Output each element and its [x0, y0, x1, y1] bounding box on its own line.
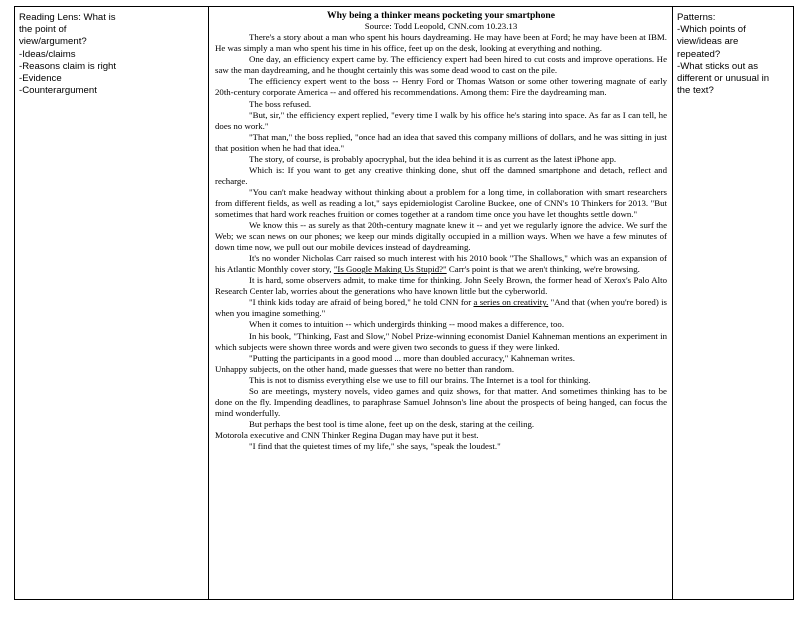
article-paragraph: Motorola executive and CNN Thinker Regina Dugan may have put it best. — [215, 429, 479, 440]
article-paragraph: It is hard, some observers admit, to make time for thinking. John Seely Brown, the former head of Xerox's Palo Alto Research Center lab, worries about the generations who have known little but the cyberworld. — [215, 275, 667, 297]
article-paragraph: This is not to dismiss everything else we use to fill our brains. The Internet is a tool for thinking. — [249, 374, 591, 385]
article-paragraph: We know this -- as surely as that 20th-century magnate knew it -- and yet we regularly ignore the advice. We surf the Web; we scan news on our phones; we keep our minds digitally occupied in a million ways. When we have a few minutes of down time now, we pull out our mobile devices instead of daydreaming. — [215, 220, 667, 253]
article-paragraph: In his book, "Thinking, Fast and Slow," Nobel Prize-winning economist Daniel Kahneman mentions an experiment in which subjects were shown three words and were given two seconds to guess if they were linked. — [215, 330, 667, 352]
reading-lens-line: -Reasons claim is right — [19, 60, 117, 72]
article-paragraph: When it comes to intuition -- which undergirds thinking -- mood makes a difference, too. — [249, 319, 565, 330]
patterns-line: -What sticks out as — [677, 60, 759, 72]
paragraph-text: "And that (when you're bored) is when you imagine something." — [215, 297, 667, 319]
article-paragraph: But perhaps the best tool is time alone, feet up on the desk, staring at the ceiling. — [249, 418, 535, 429]
article-paragraph: The boss refused. — [249, 98, 312, 109]
patterns-line: view/ideas are — [677, 36, 739, 48]
patterns-column — [673, 7, 794, 600]
article-paragraph: One day, an efficiency expert came by. The efficiency expert had been hired to cut costs and improve operations. He saw the man daydreaming, and he thought certainly this was some dead wood to cast on the pile. — [215, 54, 667, 76]
article-link-google-stupid[interactable]: "Is Google Making Us Stupid?" — [333, 264, 447, 275]
paragraph-text: Carr's point is that we aren't thinking, we're browsing. — [446, 264, 640, 275]
reading-lens-column — [15, 7, 209, 600]
article-paragraph: "Putting the participants in a good mood ... more than doubled accuracy," Kahneman writes. — [249, 352, 575, 363]
article-paragraph — [215, 297, 667, 319]
article-paragraph: "You can't make headway without thinking about a problem for a long time, in collaboration with smart researchers from different fields, as well as reading a lot," says epidemiologist Caroline Buckee, one of CNN's 10 Thinkers for 2013. "But sometimes that hard work reaches fruition or comes together at a random time once you have let thoughts settle down." — [215, 186, 667, 219]
article-paragraph: "But, sir," the efficiency expert replied, "every time I walk by his office he's staring into space. As far as I can tell, he does no work." — [215, 109, 667, 131]
reading-lens-line: the point of — [19, 24, 67, 36]
article-link-creativity-series[interactable]: a series on creativity. — [473, 297, 549, 308]
article-paragraph — [215, 253, 667, 275]
article-column — [209, 7, 673, 600]
article-paragraph: So are meetings, mystery novels, video games and quiz shows, for that matter. And sometimes thinking has to be done on the fly. Impending deadlines, to paraphrase Samuel Johnson's line about the prospects of being hanged, can focus the mind wonderfully. — [215, 385, 667, 418]
patterns-notes — [673, 7, 793, 97]
reading-lens-line: Reading Lens: What is — [19, 12, 116, 23]
paragraph-text: It's no wonder Nicholas Carr raised so much interest with his 2010 book "The Shallows," which was an expansion of his Atlantic Monthly cover story, — [215, 253, 667, 275]
patterns-line: the text? — [677, 85, 714, 97]
article-title: Why being a thinker means pocketing your smartphone — [326, 10, 556, 21]
reading-lens-line: view/argument? — [19, 36, 87, 48]
reading-lens-line: -Evidence — [19, 73, 62, 85]
patterns-line: different or unusual in — [677, 73, 770, 85]
annotation-table — [14, 6, 794, 600]
paragraph-text: "I think kids today are afraid of being bored," he told CNN for — [249, 297, 474, 308]
article-paragraph: "I find that the quietest times of my life," she says, "speak the loudest." — [249, 440, 501, 451]
article-paragraph: Unhappy subjects, on the other hand, made guesses that were no better than random. — [215, 363, 515, 374]
patterns-line: repeated? — [677, 48, 721, 60]
article-paragraph: There's a story about a man who spent his hours daydreaming. He may have been at Ford; he may have been at IBM. He was simply a man who spent his time in his office, feet up on the desk, looking at everything and nothing. — [215, 32, 667, 54]
article-paragraph: "That man," the boss replied, "once had an idea that saved this company millions of dollars, and he was sitting in just that position when he had that idea." — [215, 131, 667, 153]
reading-lens-line: -Ideas/claims — [19, 48, 76, 60]
article-paragraph: Which is: If you want to get any creative thinking done, shut off the damned smartphone and detach, reflect and recharge. — [215, 164, 667, 186]
patterns-line: -Which points of — [677, 24, 746, 36]
reading-lens-line: -Counterargument — [19, 85, 97, 97]
reading-lens-notes — [15, 7, 208, 97]
article-paragraph: The story, of course, is probably apocryphal, but the idea behind it is as current as the latest iPhone app. — [249, 153, 617, 164]
patterns-line: Patterns: — [677, 12, 716, 23]
article — [209, 7, 672, 452]
article-paragraph: The efficiency expert went to the boss -- Henry Ford or Thomas Watson or some other towering magnate of early 20th-century corporate America -- and offered his recommendations. Among them: Fire the daydreaming man. — [215, 76, 667, 98]
article-source: Source: Todd Leopold, CNN.com 10.23.13 — [364, 21, 518, 32]
